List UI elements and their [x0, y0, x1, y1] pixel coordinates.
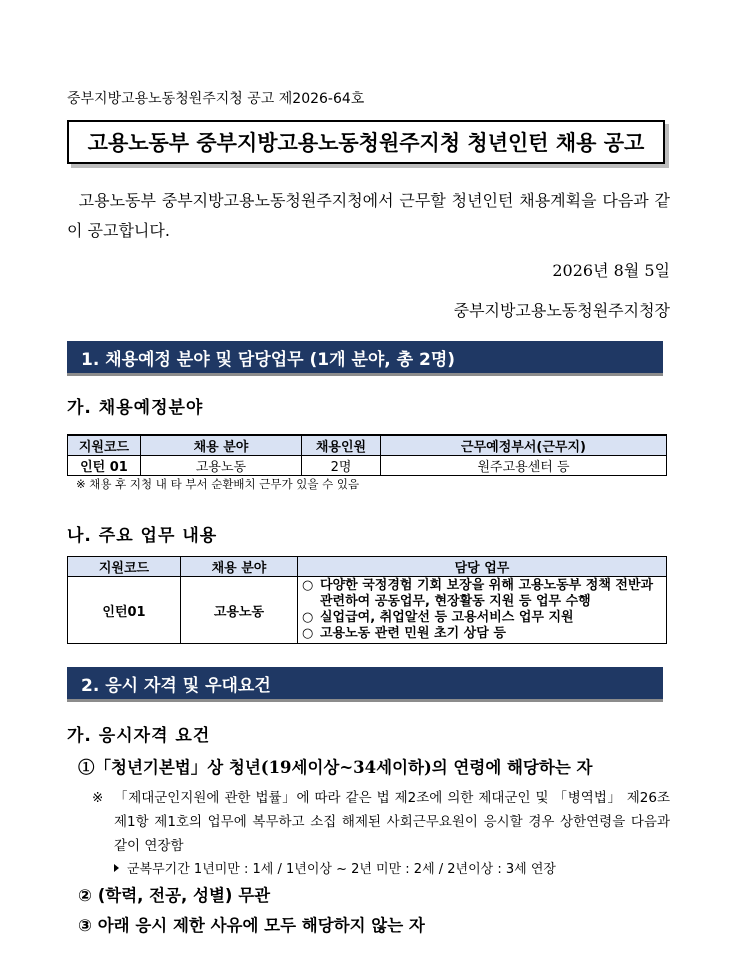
duty-cell — [298, 577, 667, 644]
section1-heading — [67, 341, 663, 376]
title-box — [67, 120, 665, 164]
bullet: ○ — [302, 578, 314, 593]
duty-text: 다양한 국정경험 기회 보장을 위해 고용노동부 정책 전반과 관련하여 공동업무, 현장활동 지원 등 업무 수행 — [320, 578, 654, 609]
qualification-note — [92, 786, 670, 858]
section2-sub-a: 가. 응시자격 요건 — [67, 726, 211, 746]
section2-heading — [67, 667, 663, 702]
table-header-cell: 채용인원 — [302, 435, 381, 456]
bullet: ○ — [302, 626, 314, 641]
table-header-cell: 지원코드 — [68, 557, 181, 577]
table-cell: 고용노동 — [181, 577, 298, 644]
section2-heading-text: 2. 응시 자격 및 우대요건 — [81, 675, 271, 696]
service-extension-text: 군복무기간 1년미만 : 1세 / 1년이상 ~ 2년 미만 : 2세 / 2년이상 : 3세 연장 — [127, 862, 556, 877]
section1-sub-a: 가. 채용예정분야 — [67, 398, 204, 418]
table-row — [68, 456, 667, 476]
service-extension-note — [114, 858, 556, 877]
qualification-item-1: ①「청년기본법」상 청년(19세이상~34세이하)의 연령에 해당하는 자 — [78, 758, 593, 777]
list-item — [302, 610, 662, 626]
table-header-cell: 채용 분야 — [141, 435, 302, 456]
table-cell: 고용노동 — [141, 456, 302, 476]
page-title: 고용노동부 중부지방고용노동청원주지청 청년인턴 채용 공고 — [87, 131, 645, 155]
table-cell: 2명 — [302, 456, 381, 476]
triangle-bullet-icon — [114, 864, 119, 872]
section1-heading-text: 1. 채용예정 분야 및 담당업무 (1개 분야, 총 2명) — [81, 349, 456, 370]
table-header-cell: 담당 업무 — [298, 557, 667, 577]
table-cell: 원주고용센터 등 — [381, 456, 667, 476]
table-row — [68, 577, 667, 644]
duty-text: 고용노동 관련 민원 초기 상담 등 — [320, 626, 506, 641]
recruitment-table — [67, 434, 667, 476]
qualification-item-3: ③ 아래 응시 제한 사유에 모두 해당하지 않는 자 — [78, 916, 425, 935]
issuer-name: 중부지방고용노동청원주지청장 — [453, 301, 670, 320]
table-header-row — [68, 435, 667, 456]
bullet: ○ — [302, 610, 314, 625]
list-item — [302, 626, 662, 642]
table1-note: ※ 채용 후 지청 내 타 부서 순환배치 근무가 있을 수 있음 — [76, 477, 360, 491]
table-cell: 인턴01 — [68, 577, 181, 644]
list-item — [302, 578, 662, 610]
duties-table — [67, 556, 667, 644]
intro-text: 고용노동부 중부지방고용노동청원주지청에서 근무할 청년인턴 채용계획을 다음과 같이 공고합니다. — [67, 191, 671, 240]
table-header-row — [68, 557, 667, 577]
note-mark: ※ — [92, 790, 104, 806]
table-cell: 인턴 01 — [68, 456, 141, 476]
table-header-cell: 근무예정부서(근무지) — [381, 435, 667, 456]
note-text: 「제대군인지원에 관한 법률」에 따라 같은 법 제2조에 의한 제대군인 및 「병역법」 제26조 제1항 제1호의 업무에 복무하고 소집 해제된 사회근무요원이 응시할 경우 상한연령을 다음과 같이 연장함 — [114, 790, 670, 854]
qualification-item-2: ② (학력, 전공, 성별) 무관 — [78, 886, 271, 905]
section1-sub-b: 나. 주요 업무 내용 — [67, 526, 218, 546]
intro-paragraph — [67, 186, 670, 246]
notice-date: 2026년 8월 5일 — [552, 261, 670, 280]
notice-number: 중부지방고용노동청원주지청 공고 제2026-64호 — [67, 91, 365, 107]
table-header-cell: 채용 분야 — [181, 557, 298, 577]
duty-text: 실업급여, 취업알선 등 고용서비스 업무 지원 — [320, 610, 574, 625]
table-header-cell: 지원코드 — [68, 435, 141, 456]
